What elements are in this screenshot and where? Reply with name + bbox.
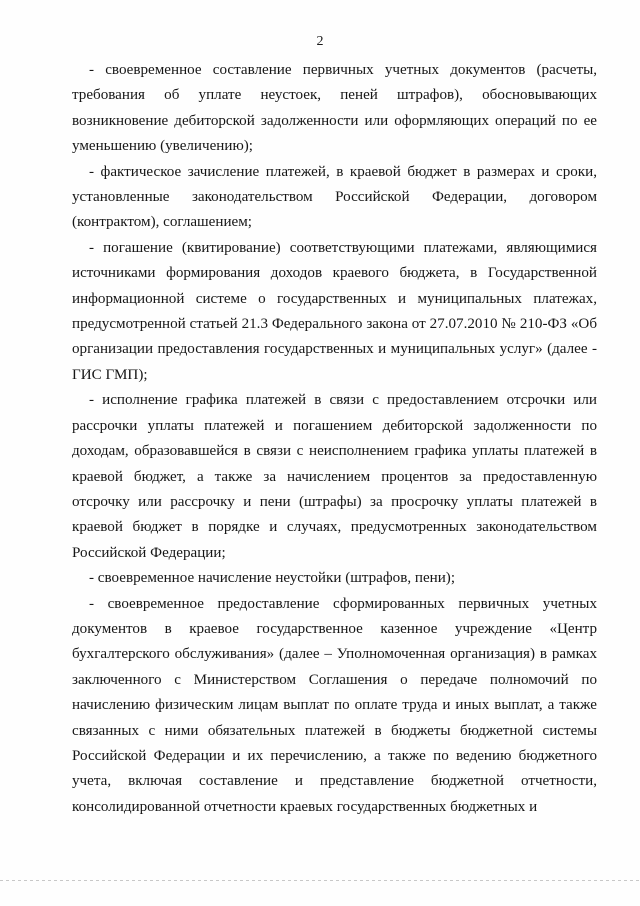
paragraph-payment-crediting: - фактическое зачисление платежей, в краевой бюджет в размерах и сроки, установленные законодательством Российской Федерации, договором (контрактом), соглашением; [72,163,597,231]
document-body [72,58,597,820]
paragraph-gis-gmp-reconciliation: - погашение (квитирование) соответствующими платежами, являющимися источниками формирования доходов краевого бюджета, в Государственной информационной системе о государственных и муниципальных платежах, предусмотренной статьей 21.3 Федерального закона от 27.07.2010 № 210-ФЗ «Об организации предоставления государственных и муниципальных услуг» (далее - ГИС ГМП); [72,239,597,383]
paragraph-payment-schedule: - исполнение графика платежей в связи с предоставлением отсрочки или рассрочки уплаты платежей и погашением дебиторской задолженности по доходам, образовавшейся в связи с неисполнением графика уплаты платежей в краевой бюджет, а также за начислением процентов за предоставленную отсрочку или рассрочку и пени (штрафы) за просрочку уплаты платежей в краевой бюджет в порядке и случаях, предусмотренных законодательством Российской Федерации; [72,392,597,561]
scan-edge-line [0,880,640,881]
paragraph-primary-documents: - своевременное составление первичных учетных документов (расчеты, требования об уплате неустоек, пеней штрафов), обосновывающих возникновение дебиторской задолженности или оформляющих операций по ее уменьшению (увеличению); [72,62,597,155]
paragraph-accounting-center: - своевременное предоставление сформированных первичных учетных документов в краевое государственное казенное учреждение «Центр бухгалтерского обслуживания» (далее – Уполномоченная организация) в рамках заключенного с Министерством Соглашения о передаче полномочий по начислению физическим лицам выплат по оплате труда и иных выплат, а также связанных с ними обязательных платежей в бюджеты бюджетной системы Российской Федерации и их перечислению, а также по ведению бюджетного учета, включая составление и представление бюджетной отчетности, консолидированной отчетности краевых государственных бюджетных и [72,595,597,815]
page-number: 2 [316,34,324,49]
paragraph-penalty-accrual: - своевременное начисление неустойки (штрафов, пени); [89,570,456,587]
